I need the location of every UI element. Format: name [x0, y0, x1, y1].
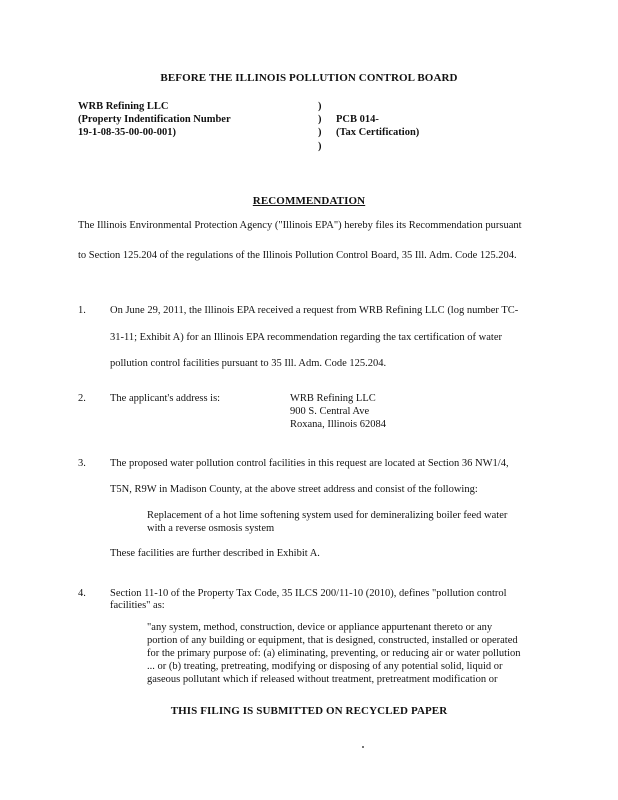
case-number: PCB 014- — [336, 114, 379, 125]
paragraph-line: facilities" as: — [110, 600, 165, 611]
caption-party-line: (Property Indentification Number — [78, 114, 231, 125]
quoted-line: with a reverse osmosis system — [147, 523, 275, 534]
paragraph-line: Section 11-10 of the Property Tax Code, 35 ILCS 200/11-10 (2010), defines "pollution control — [110, 588, 507, 599]
case-type: (Tax Certification) — [336, 127, 420, 138]
paragraph-line: T5N, R9W in Madison County, at the above street address and consist of the following: — [110, 484, 478, 495]
quoted-line: portion of any building or equipment, that is designed, constructed, installed or operated — [147, 635, 518, 646]
intro-line: to Section 125.204 of the regulations of the Illinois Pollution Control Board, 35 Ill. Adm. Code 125.204. — [78, 250, 517, 261]
address-line: WRB Refining LLC — [290, 393, 376, 404]
paragraph-line: These facilities are further described in Exhibit A. — [110, 548, 320, 559]
caption-paren: ) — [318, 114, 322, 125]
caption-party-line: WRB Refining LLC — [78, 101, 169, 112]
scan-speck — [362, 746, 364, 748]
quoted-line: gaseous pollutant which if released without treatment, pretreatment modification or — [147, 674, 498, 685]
paragraph-number: 4. — [78, 588, 86, 599]
caption-party-line: 19-1-08-35-00-00-001) — [78, 127, 176, 138]
recycled-paper-notice: THIS FILING IS SUBMITTED ON RECYCLED PAPER — [170, 705, 448, 717]
paragraph-line: The proposed water pollution control facilities in this request are located at Section 36 NW1/4, — [110, 458, 509, 469]
recommendation-heading: RECOMMENDATION — [252, 195, 366, 207]
quoted-line: Replacement of a hot lime softening system used for demineralizing boiler feed water — [147, 510, 508, 521]
address-line: 900 S. Central Ave — [290, 406, 370, 417]
quoted-line: ... or (b) treating, pretreating, modifying or disposing of any potential solid, liquid or — [147, 661, 503, 672]
paragraph-number: 3. — [78, 458, 86, 469]
quoted-line: "any system, method, construction, device or appliance appurtenant thereto or any — [147, 622, 493, 633]
paragraph-line: The applicant's address is: — [110, 393, 221, 404]
paragraph-number: 1. — [78, 305, 86, 316]
quoted-line: for the primary purpose of: (a) eliminating, preventing, or reducing air or water pollution — [147, 648, 521, 659]
paragraph-number: 2. — [78, 393, 86, 404]
paragraph-line: On June 29, 2011, the Illinois EPA received a request from WRB Refining LLC (log number TC- — [110, 305, 519, 316]
caption-paren: ) — [318, 127, 322, 138]
page-title: BEFORE THE ILLINOIS POLLUTION CONTROL BOARD — [160, 72, 458, 84]
paragraph-line: pollution control facilities pursuant to 35 Ill. Adm. Code 125.204. — [110, 358, 387, 369]
caption-paren: ) — [318, 141, 322, 152]
paragraph-line: 31-11; Exhibit A) for an Illinois EPA recommendation regarding the tax certification of water — [110, 332, 502, 343]
caption-paren: ) — [318, 101, 322, 112]
address-line: Roxana, Illinois 62084 — [290, 419, 386, 430]
intro-line: The Illinois Environmental Protection Agency ("Illinois EPA") hereby files its Recommendation pursuant — [78, 220, 522, 231]
